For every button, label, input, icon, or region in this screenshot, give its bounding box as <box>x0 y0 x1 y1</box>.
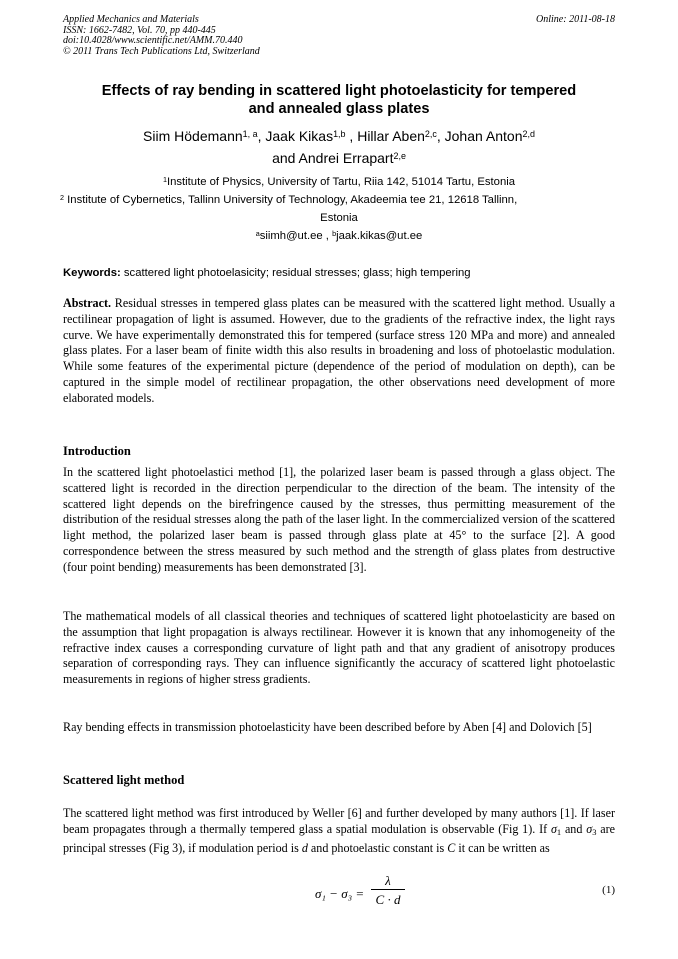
text: The scattered light method was first introduced by Weller [6] and further developed by many authors [1]. If laser beam propagates through a thermally tempered glass a spatial modulation is observable (Fig 1). If <box>63 806 615 836</box>
section-heading-method: Scattered light method <box>63 773 185 787</box>
author-conjunction: and <box>272 150 299 166</box>
online-date: Online: 2011-08-18 <box>536 14 615 25</box>
equation-fraction <box>371 873 405 907</box>
title-line-1: Effects of ray bending in scattered light photoelasticity for tempered <box>101 83 577 99</box>
section-heading-introduction: Introduction <box>63 444 131 458</box>
copyright-line: © 2011 Trans Tech Publications Ltd, Switzerland <box>63 45 260 57</box>
author-affil-mark: 1, a <box>242 128 258 139</box>
author-separator: , <box>436 128 445 144</box>
email-line <box>63 227 615 245</box>
equation-lhs: σ₁ − σ₃ = <box>315 886 365 901</box>
affiliation-1 <box>63 173 615 191</box>
doi-line: doi:10.4028/www.scientific.net/AMM.70.440 <box>63 35 243 47</box>
author-affil-mark: 1,b <box>333 128 346 139</box>
affil-text: Institute of Physics, University of Tartu, Riia 142, 51014 Tartu, Estonia <box>166 176 516 188</box>
affil-text: Institute of Cybernetics, Tallinn University of Technology, Akadeemia tee 21, 12618 Tallinn, <box>64 194 518 206</box>
author-name: Hillar Aben <box>357 128 425 144</box>
affiliation-2-cont: Estonia <box>320 212 358 224</box>
author-name: Johan Anton <box>444 128 523 144</box>
subscript: 3 <box>592 826 597 837</box>
text: and photoelastic constant is <box>307 840 448 855</box>
text: are principal stresses (Fig 3), if modulation period is <box>63 821 615 855</box>
method-paragraph <box>63 806 615 857</box>
intro-paragraph-1: In the scattered light photoelastici method [1], the polarized laser beam is passed through a glass object. The scattered light is recorded in the direction perpendicular to the direction of the beam. The intensity of the scattered light depends on the birefringence caused by the stresses, thus permitting measurement of the distribution of the residual stresses along the path of the laser light. In the commercialized version of the scattered light method, the polarized laser beam is passed through glass plate at 45° to the surface [2]. A good correspondence between the stress measured by such method and the strength of glass plates from destructive (four point bending) measurements has been demonstrated [3]. <box>63 465 615 574</box>
author-affil-mark: 2,c <box>424 128 437 139</box>
variable-c: C <box>447 840 456 855</box>
email-link[interactable]: jaak.kikas@ut.ee <box>336 230 423 242</box>
affil-number: 2 <box>60 192 65 202</box>
fraction-bar <box>371 889 405 890</box>
issn-line: ISSN: 1662-7482, Vol. 70, pp 440-445 <box>63 24 216 36</box>
author-separator: , <box>257 128 266 144</box>
equation-denominator: C · d <box>375 892 401 907</box>
keywords-label: Keywords: <box>63 267 121 279</box>
equation-number: (1) <box>602 884 615 896</box>
equation-1 <box>63 872 615 912</box>
text: it can be written as <box>455 840 550 855</box>
title-line-2: and annealed glass plates <box>248 101 430 117</box>
variable-d: d <box>301 840 308 855</box>
intro-paragraph-2: The mathematical models of all classical theories and techniques of scattered light photoelasticity are based on the assumption that light propagation is always rectilinear. However it is known that any inhomogeneity of the refractive index causes a corresponding curvature of light path and that any gradient of anisotropy produces separation of corresponding rays. They can influence significantly the accuracy of scattered light photoelastic measurements in regions of higher stress gradients. <box>63 609 615 687</box>
affiliations <box>60 173 615 245</box>
author-name: Jaak Kikas <box>265 128 334 144</box>
text: and <box>561 821 587 836</box>
affiliation-2 <box>60 191 615 209</box>
author-name: Siim Hödemann <box>143 128 243 144</box>
author-affil-mark: 2,e <box>393 150 406 161</box>
email-mark: b <box>332 228 337 238</box>
email-mark: a <box>255 228 260 238</box>
paper-title <box>63 82 615 118</box>
keywords <box>63 266 615 280</box>
subscript: 1 <box>556 826 562 837</box>
email-separator: , <box>322 230 333 242</box>
affil-number: 1 <box>162 174 167 184</box>
author-affil-mark: 2,d <box>522 128 535 139</box>
journal-header <box>63 15 615 57</box>
abstract <box>63 296 615 407</box>
intro-paragraph-3: Ray bending effects in transmission photoelasticity have been described before by Aben [4] and Dolovich [5] <box>63 720 592 734</box>
abstract-text: Residual stresses in tempered glass plates can be measured with the scattered light method. Usually a rectilinear propagation of light is assumed. However, due to the gradients of the refractive index, the light rays curve. We have experimentally demonstrated this for tempered (surface stress 120 MPa and more) and annealed glass plates. For a laser beam of finite width this also results in broadening and loss of photoelastic modulation. While some features of the experimental picture (dependence of the period of modulation on depth), can be captured in the simple model of rectilinear propagation, the other observations need development of more elaborated models. <box>63 296 615 405</box>
email-link[interactable]: siimh@ut.ee <box>259 230 323 242</box>
keywords-text: scattered light photoelasicity; residual stresses; glass; high tempering <box>120 267 471 279</box>
author-name: Andrei Errapart <box>298 150 394 166</box>
sigma-symbol: σ <box>550 821 557 836</box>
authors-line-1 <box>63 125 615 147</box>
journal-name: Applied Mechanics and Materials <box>63 14 199 25</box>
author-separator: , <box>345 128 358 144</box>
authors-line-2 <box>63 147 615 169</box>
author-list <box>63 125 615 169</box>
sigma-symbol: σ <box>586 821 593 836</box>
abstract-label: Abstract. <box>63 296 112 310</box>
equation-numerator: λ <box>385 873 391 888</box>
